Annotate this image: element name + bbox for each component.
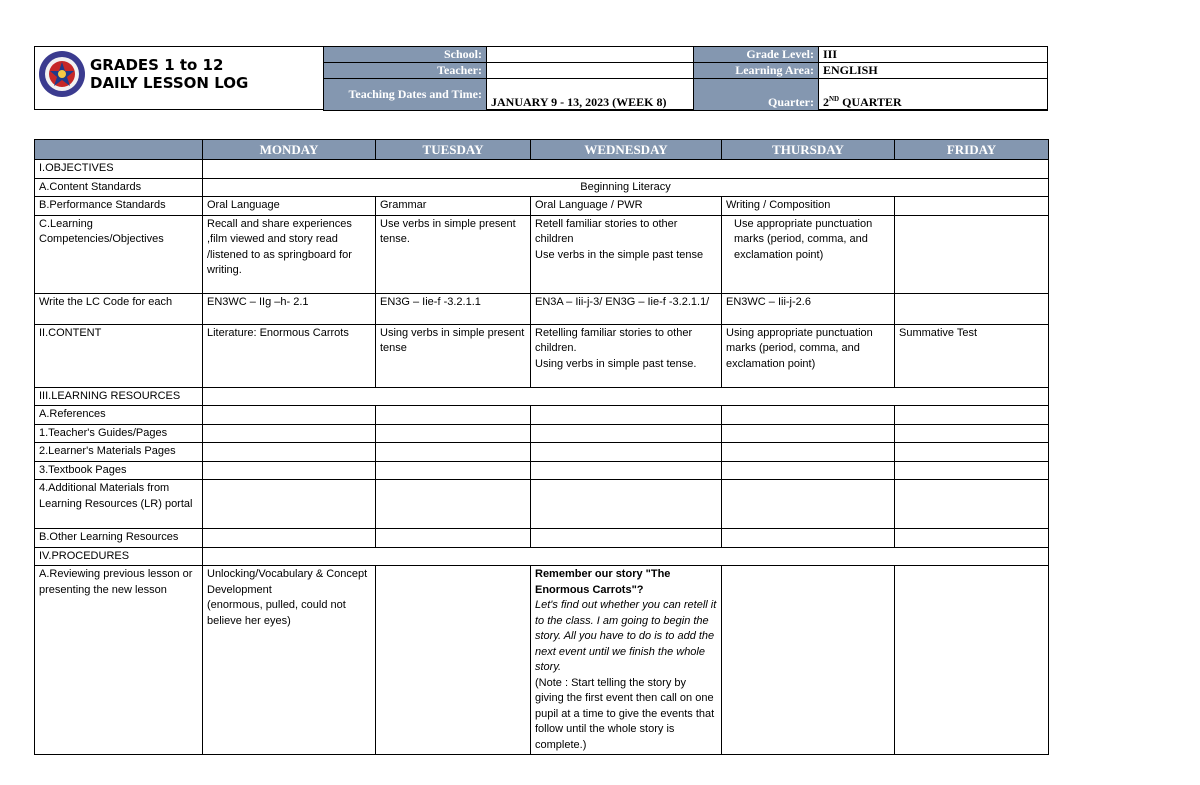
cell [203, 461, 376, 480]
competencies-tuesday: Use verbs in simple present tense. [376, 215, 531, 293]
performance-thursday: Writing / Composition [722, 197, 895, 216]
school-value [487, 47, 694, 63]
competencies-monday: Recall and share experiences ,film viewed and story read /listened to as springboard for writing. [203, 215, 376, 293]
content-monday: Literature: Enormous Carrots [203, 324, 376, 387]
day-header-row [35, 140, 1049, 160]
teacher-label: Teacher: [324, 63, 487, 79]
info-table [323, 46, 1048, 111]
teachers-guides-row [35, 424, 1049, 443]
performance-monday: Oral Language [203, 197, 376, 216]
cell [376, 424, 531, 443]
learners-materials-row [35, 443, 1049, 462]
teaching-dates-label: Teaching Dates and Time: [324, 79, 487, 111]
cell [531, 424, 722, 443]
title-line-2: DAILY LESSON LOG [90, 74, 249, 92]
teacher-value [487, 63, 694, 79]
textbook-pages-label: 3.Textbook Pages [35, 461, 203, 480]
performance-standards-row [35, 197, 1049, 216]
quarter-value: 2ND QUARTER [819, 79, 1048, 111]
cell [376, 443, 531, 462]
cell [895, 443, 1049, 462]
cell [203, 406, 376, 425]
content-friday: Summative Test [895, 324, 1049, 387]
cell [895, 529, 1049, 548]
cell [722, 480, 895, 529]
cell [531, 461, 722, 480]
content-standards-row [35, 178, 1049, 197]
learners-materials-label: 2.Learner's Materials Pages [35, 443, 203, 462]
cell [895, 424, 1049, 443]
daily-lesson-log-table [34, 139, 1049, 755]
learning-resources-row [35, 387, 1049, 406]
performance-standards-label: B.Performance Standards [35, 197, 203, 216]
performance-friday [895, 197, 1049, 216]
title-line-1: GRADES 1 to 12 [90, 56, 224, 74]
cell [722, 461, 895, 480]
learning-resources-cell [203, 387, 1049, 406]
learning-area-value: ENGLISH [819, 63, 1048, 79]
content-wednesday: Retelling familiar stories to other children. Using verbs in simple past tense. [531, 324, 722, 387]
reviewing-thursday [722, 566, 895, 755]
reviewing-wednesday [531, 566, 722, 755]
day-friday: FRIDAY [895, 140, 1049, 160]
cell [722, 406, 895, 425]
competencies-row [35, 215, 1049, 293]
lc-code-row [35, 293, 1049, 324]
references-row [35, 406, 1049, 425]
textbook-pages-row [35, 461, 1049, 480]
cell [531, 443, 722, 462]
cell [531, 480, 722, 529]
reviewing-row [35, 566, 1049, 755]
cell [203, 529, 376, 548]
objectives-row [35, 160, 1049, 179]
additional-materials-row [35, 480, 1049, 529]
day-wednesday: WEDNESDAY [531, 140, 722, 160]
references-label: A.References [35, 406, 203, 425]
teaching-dates-value: JANUARY 9 - 13, 2023 (WEEK 8) [487, 79, 694, 111]
deped-seal-icon [38, 50, 86, 98]
competencies-label: C.Learning Competencies/Objectives [35, 215, 203, 293]
reviewing-monday: Unlocking/Vocabulary & Concept Development (enormous, pulled, could not believe her eyes) [203, 566, 376, 755]
lc-code-tuesday: EN3G – Iie-f -3.2.1.1 [376, 293, 531, 324]
reviewing-label: A.Reviewing previous lesson or presenting the new lesson [35, 566, 203, 755]
performance-wednesday: Oral Language / PWR [531, 197, 722, 216]
procedures-cell [203, 547, 1049, 566]
grade-level-value: III [819, 47, 1048, 63]
day-tuesday: TUESDAY [376, 140, 531, 160]
cell [203, 443, 376, 462]
cell [722, 424, 895, 443]
learning-area-label: Learning Area: [694, 63, 819, 79]
content-thursday: Using appropriate punctuation marks (period, comma, and exclamation point) [722, 324, 895, 387]
cell [203, 480, 376, 529]
learning-resources-label: III.LEARNING RESOURCES [35, 387, 203, 406]
lc-code-wednesday: EN3A – Iii-j-3/ EN3G – Iie-f -3.2.1.1/ [531, 293, 722, 324]
other-resources-row [35, 529, 1049, 548]
cell [376, 480, 531, 529]
content-row [35, 324, 1049, 387]
lc-code-monday: EN3WC – IIg –h- 2.1 [203, 293, 376, 324]
procedures-label: IV.PROCEDURES [35, 547, 203, 566]
school-label: School: [324, 47, 487, 63]
cell [722, 529, 895, 548]
cell [376, 529, 531, 548]
objectives-cell [203, 160, 1049, 179]
lc-code-thursday: EN3WC – Iii-j-2.6 [722, 293, 895, 324]
performance-tuesday: Grammar [376, 197, 531, 216]
other-resources-label: B.Other Learning Resources [35, 529, 203, 548]
content-standards-value: Beginning Literacy [203, 178, 1049, 197]
cell [531, 406, 722, 425]
reviewing-friday [895, 566, 1049, 755]
day-monday: MONDAY [203, 140, 376, 160]
competencies-thursday: Use appropriate punctuation marks (period, comma, and exclamation point) [722, 215, 895, 293]
procedures-row [35, 547, 1049, 566]
cell [203, 424, 376, 443]
quarter-label: Quarter: [694, 79, 819, 111]
reviewing-wednesday-prompt: Remember our story "The Enormous Carrots"? [535, 568, 671, 596]
additional-materials-label: 4.Additional Materials from Learning Resources (LR) portal [35, 480, 203, 529]
cell [895, 406, 1049, 425]
competencies-friday [895, 215, 1049, 293]
cell [376, 406, 531, 425]
cell [376, 461, 531, 480]
lc-code-friday [895, 293, 1049, 324]
content-tuesday: Using verbs in simple present tense [376, 324, 531, 387]
competencies-wednesday: Retell familiar stories to other children Use verbs in the simple past tense [531, 215, 722, 293]
cell [895, 480, 1049, 529]
day-header-blank [35, 140, 203, 160]
content-label: II.CONTENT [35, 324, 203, 387]
cell [895, 461, 1049, 480]
reviewing-wednesday-instructions: Let's find out whether you can retell it to the class. I am going to begin the story. All you have to do is to add the next event until we finish the whole story. [535, 599, 717, 673]
teachers-guides-label: 1.Teacher's Guides/Pages [35, 424, 203, 443]
day-thursday: THURSDAY [722, 140, 895, 160]
lc-code-label: Write the LC Code for each [35, 293, 203, 324]
objectives-label: I.OBJECTIVES [35, 160, 203, 179]
grade-level-label: Grade Level: [694, 47, 819, 63]
cell [722, 443, 895, 462]
cell [531, 529, 722, 548]
reviewing-wednesday-note: (Note : Start telling the story by giving the first event then call on one pupil at a time to give the events that follow until the whole story is complete.) [535, 676, 715, 751]
reviewing-tuesday [376, 566, 531, 755]
content-standards-label: A.Content Standards [35, 178, 203, 197]
